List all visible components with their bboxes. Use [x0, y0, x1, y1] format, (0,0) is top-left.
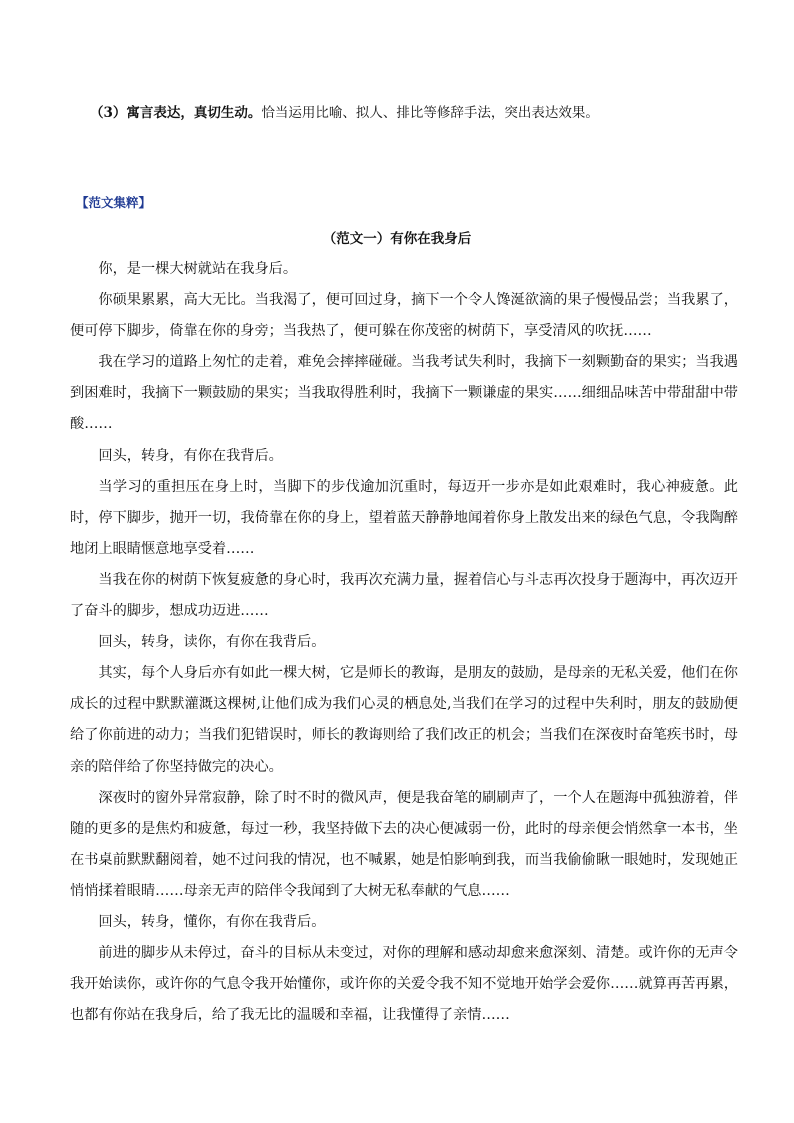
section-label: 【范文集粹】 — [76, 195, 152, 210]
article-body — [70, 254, 738, 1031]
paragraph: 回头，转身，有你在我背后。 — [98, 447, 283, 464]
paragraph: 回头，转身，读你，有你在我背后。 — [98, 634, 326, 651]
paragraph: 前进的脚步从未停过，奋斗的目标从未变过，对你的理解和感动却愈来愈深刻、清楚。或许你的无声令我开始读你，或许你的气息令我开始懂你，或许你的关爱令我不知不觉地开始学会爱你……就算再苦再累，也都有你站在我身后，给了我无比的温暖和幸福，让我懂得了亲情…… — [70, 945, 738, 1024]
paragraph: 我在学习的道路上匆忙的走着，难免会摔摔碰碰。当我考试失利时，我摘下一刻颗勤奋的果实；当我遇到困难时，我摘下一颗鼓励的果实；当我取得胜利时，我摘下一颗谦虚的果实……细细品味苦中带甜甜中带酸…… — [70, 354, 738, 433]
paragraph: 当我在你的树荫下恢复疲惫的身心时，我再次充满力量，握着信心与斗志再次投身于题海中，再次迈开了奋斗的脚步，想成功迈进…… — [70, 571, 738, 620]
writing-tip — [90, 103, 710, 123]
paragraph: 其实，每个人身后亦有如此一棵大树，它是师长的教诲，是朋友的鼓励，是母亲的无私关爱，他们在你成长的过程中默默灌溉这棵树,让他们成为我们心灵的栖息处,当我们在学习的过程中失利时，朋友的鼓励便给了你前进的动力；当我们犯错误时，师长的教诲则给了我们改正的机会；当我们在深夜时奋笔疾书时，母亲的陪伴给了你坚持做完的决心。 — [70, 665, 738, 775]
paragraph: 深夜时的窗外异常寂静，除了时不时的微风声，便是我奋笔的刷刷声了，一个人在题海中孤独游着，伴随的更多的是焦灼和疲惫，每过一秒，我坚持做下去的决心便减弱一份，此时的母亲便会悄然拿一本书，坐在书桌前默默翻阅着，她不过问我的情况，也不喊累，她是怕影响到我，而当我偷偷瞅一眼她时，发现她正悄悄揉着眼睛……母亲无声的陪伴令我闻到了大树无私奉献的气息…… — [70, 789, 738, 899]
paragraph: 回头，转身，懂你，有你在我背后。 — [98, 913, 326, 930]
paragraph: 你，是一棵大树就站在我身后。 — [98, 261, 298, 277]
tip-number: （3） — [90, 105, 127, 121]
paragraph: 当学习的重担压在身上时，当脚下的步伐逾加沉重时，每迈开一步亦是如此艰难时，我心神疲惫。此时，停下脚步，抛开一切，我倚靠在你的身上，望着蓝天静静地闻着你身上散发出来的绿色气息，令我陶醉地闭上眼睛惬意地享受着…… — [70, 478, 738, 557]
tip-bold-text: 寓言表达，真切生动。 — [126, 105, 262, 121]
tip-text: 恰当运用比喻、拟人、排比等修辞手法，突出表达效果。 — [261, 105, 599, 121]
paragraph: 你硕果累累，高大无比。当我渴了，便可回过身，摘下一个令人馋涎欲滴的果子慢慢品尝；当我累了，便可停下脚步，倚靠在你的身旁；当我热了，便可躲在你茂密的树荫下，享受清风的吹抚…… — [70, 292, 738, 340]
article-title: （范文一）有你在我身后 — [322, 231, 472, 247]
